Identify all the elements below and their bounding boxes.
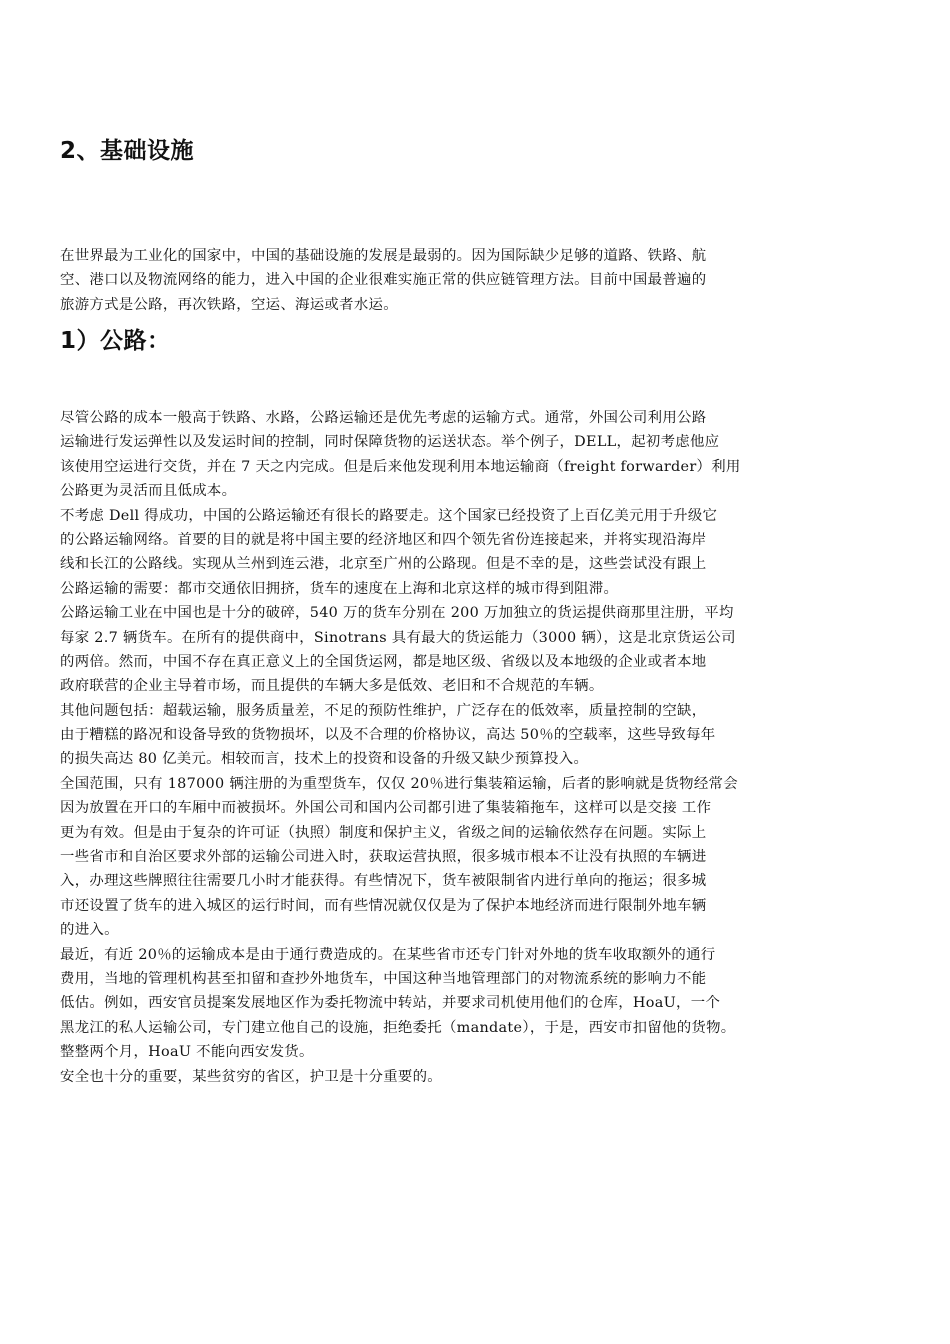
text-line: 空、港口以及物流网络的能力，进入中国的企业很难实施正常的供应链管理方法。目前中国最普遍的 [60, 272, 707, 289]
text-line: 费用，当地的管理机构甚至扣留和查抄外地货车，中国这种当地管理部门的对物流系统的影响力不能 [60, 970, 707, 987]
text-line: 其他问题包括：超载运输，服务质量差，不足的预防性维护，广泛存在的低效率，质量控制的空缺， [60, 702, 707, 719]
text-line: 安全也十分的重要，某些贫穷的省区，护卫是十分重要的。 [60, 1068, 442, 1085]
text-line: 该使用空运进行交货，并在 7 天之内完成。但是后来他发现利用本地运输商（freight forwarder）利用 [60, 458, 741, 475]
text-line: 在世界最为工业化的国家中，中国的基础设施的发展是最弱的。因为国际缺少足够的道路、铁路、航 [60, 248, 707, 264]
intro-paragraph [60, 244, 830, 317]
text-line: 公路运输的需要：都市交通依旧拥挤，货车的速度在上海和北京这样的城市得到阻滞。 [60, 580, 619, 597]
text-line: 每家 2.7 辆货车。在所有的提供商中，Sinotrans 具有最大的货运能力（3000 辆），这是北京货运公司 [60, 629, 736, 646]
text-line: 更为有效。但是由于复杂的许可证（执照）制度和保护主义，省级之间的运输依然存在问题。实际上 [60, 824, 707, 841]
road-section-body [60, 406, 830, 1089]
text-line: 的损失高达 80 亿美元。相较而言，技术上的投资和设备的升级又缺少预算投入。 [60, 751, 589, 768]
text-line: 的两倍。然而，中国不存在真正意义上的全国货运网，都是地区级、省级以及本地级的企业或者本地 [60, 653, 707, 670]
text-line: 不考虑 Dell 得成功，中国的公路运输还有很长的路要走。这个国家已经投资了上百亿美元用于升级它 [60, 507, 718, 524]
text-line: 黑龙江的私人运输公司，专门建立他自己的设施，拒绝委托（mandate），于是，西安市扣留他的货物。 [60, 1019, 736, 1036]
text-line: 入，办理这些牌照往往需要几小时才能获得。有些情况下，货车被限制省内进行单向的拖运；很多城 [60, 873, 707, 890]
text-line: 旅游方式是公路，再次铁路，空运、海运或者水运。 [60, 296, 398, 313]
text-line: 运输进行发运弹性以及发运时间的控制，同时保障货物的运送状态。举个例子，DELL，起初考虑他应 [60, 434, 720, 451]
text-line: 公路更为灵活而且低成本。 [60, 483, 237, 500]
section-heading-road: 1）公路： [60, 328, 171, 354]
text-line: 的公路运输网络。首要的目的就是将中国主要的经济地区和四个领先省份连接起来，并将实现沿海岸 [60, 531, 707, 548]
text-line: 一些省市和自治区要求外部的运输公司进入时，获取运营执照，很多城市根本不让没有执照的车辆进 [60, 849, 707, 866]
text-line: 公路运输工业在中国也是十分的破碎，540 万的货车分别在 200 万加独立的货运提供商那里注册，平均 [60, 605, 734, 622]
text-line: 整整两个月，HoaU 不能向西安发货。 [60, 1044, 314, 1061]
text-line: 因为放置在开口的车厢中而被损坏。外国公司和国内公司都引进了集装箱拖车，这样可以是交接 工作 [60, 800, 712, 817]
text-line: 由于糟糕的路况和设备导致的货物损坏，以及不合理的价格协议，高达 50％的空载率，这些导致每年 [60, 727, 716, 744]
text-line: 尽管公路的成本一般高于铁路、水路，公路运输还是优先考虑的运输方式。通常，外国公司利用公路 [60, 410, 707, 426]
text-line: 最近，有近 20％的运输成本是由于通行费造成的。在某些省市还专门针对外地的货车收取额外的通行 [60, 946, 716, 963]
text-line: 政府联营的企业主导着市场，而且提供的车辆大多是低效、老旧和不合规范的车辆。 [60, 678, 604, 695]
text-line: 的进入。 [60, 922, 119, 939]
text-line: 市还设置了货车的进入城区的运行时间，而有些情况就仅仅是为了保护本地经济而进行限制外地车辆 [60, 897, 707, 914]
section-heading-infrastructure: 2、基础设施 [60, 138, 195, 164]
text-line: 低估。例如，西安官员提案发展地区作为委托物流中转站，并要求司机使用他们的仓库，HoaU，一个 [60, 995, 721, 1012]
text-line: 全国范围，只有 187000 辆注册的为重型货车，仅仅 20％进行集装箱运输，后者的影响就是货物经常会 [60, 775, 738, 792]
text-line: 线和长江的公路线。实现从兰州到连云港，北京至广州的公路现。但是不幸的是，这些尝试没有跟上 [60, 556, 707, 573]
